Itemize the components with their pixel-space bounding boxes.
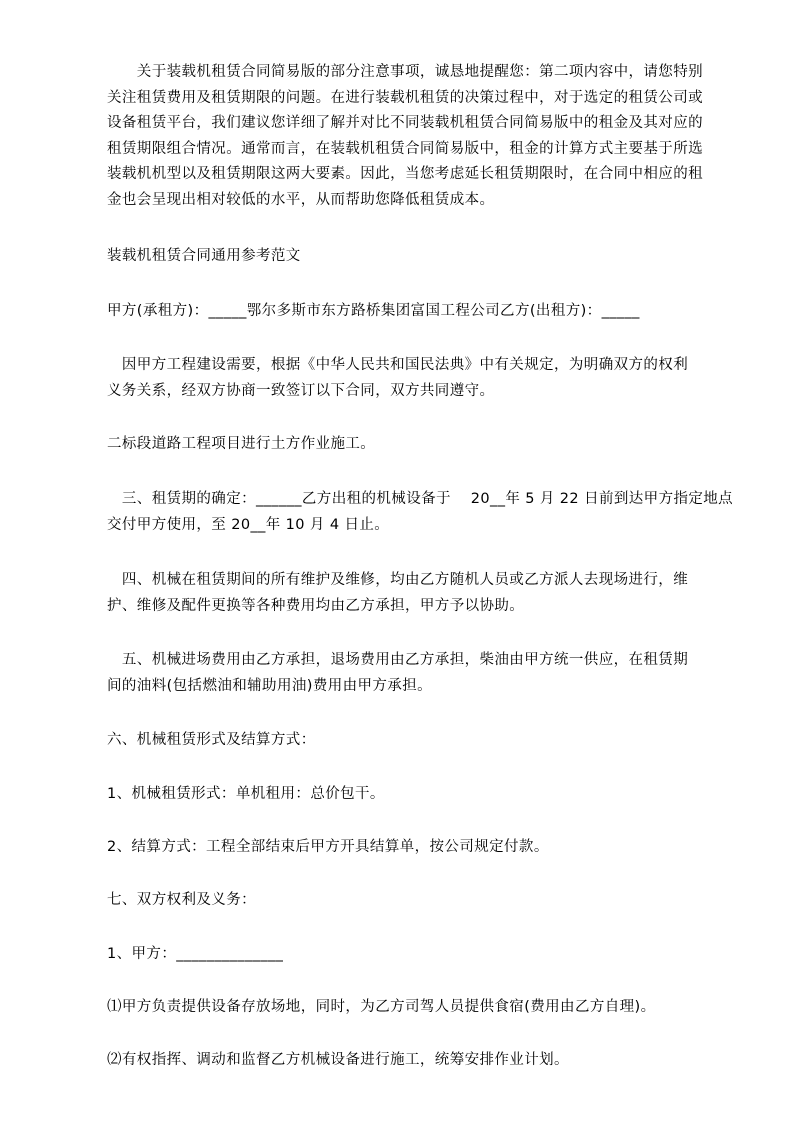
intro-line: 关注租赁费用及租赁期限的问题。在进行装载机租赁的决策过程中，对于选定的租赁公司或 [107,89,703,106]
clause-6-item-1: 1、机械租赁形式：单机租用：总价包干。 [107,786,385,802]
parties-line: 甲方(承租方)：_____鄂尔多斯市东方路桥集团富国工程公司乙方(出租方)：_____ [107,303,640,319]
clause-7-item-1: ⑴甲方负责提供设备存放场地，同时，为乙方司驾人员提供食宿(费用由乙方自理)。 [107,999,656,1015]
clause-5 [107,648,732,699]
intro-line: 装载机机型以及租赁期限这两大要素。因此，当您考虑延长租赁期限时，在合同中相应的租 [107,166,703,182]
intro-line: 设备租赁平台，我们建议您详细了解并对比不同装载机租赁合同简易版中的租金及其对应的 [107,115,703,131]
clause-4-line: 四、机械在租赁期间的所有维护及维修，均由乙方随机人员或乙方派人去现场进行，维 [107,572,689,588]
clause-5-line: 五、机械进场费用由乙方承担，退场费用由乙方承担，柴油由甲方统一供应，在租赁期 [107,652,689,668]
preamble-line: 义务关系，经双方协商一致签订以下合同，双方共同遵守。 [107,382,495,399]
preamble-line: 因甲方工程建设需要，根据《中华人民共和国民法典》中有关规定，为明确双方的权利 [107,357,689,373]
clause-4-line: 护、维修及配件更换等各种费用均由乙方承担，甲方予以协助。 [107,597,525,614]
clause-6-heading: 六、机械租赁形式及结算方式： [107,732,316,748]
intro-line: 租赁期限组合情况。通常而言，在装载机租赁合同简易版中，租金的计算方式主要基于所选 [107,140,703,157]
document-title: 装载机租赁合同通用参考范文 [107,248,301,264]
project-line: 二标段道路工程项目进行土方作业施工。 [107,436,376,452]
intro-line: 金也会呈现出相对较低的水平，从而帮助您降低租赁成本。 [107,191,495,208]
clause-3-line: 三、租赁期的确定：______乙方出租的机械设备于 20__年 5 月 22 日前到达甲方指定地点 [107,491,734,507]
clause-4 [107,568,732,619]
clause-7-item-2: ⑵有权指挥、调动和监督乙方机械设备进行施工，统筹安排作业计划。 [107,1052,569,1068]
clause-3 [107,487,732,538]
clause-5-line: 间的油料(包括燃油和辅助用油)费用由甲方承担。 [107,677,433,694]
clause-3-line: 交付甲方使用，至 20__年 10 月 4 日止。 [107,516,390,533]
clause-7-party-a: 1、甲方：______________ [107,946,284,962]
intro-paragraph [107,60,732,213]
preamble-paragraph [107,353,732,404]
clause-6-item-2: 2、结算方式：工程全部结束后甲方开具结算单，按公司规定付款。 [107,839,549,855]
clause-7-heading: 七、双方权利及义务： [107,892,256,908]
intro-line: 关于装载机租赁合同简易版的部分注意事项，诚恳地提醒您：第二项内容中，请您特别 [107,64,703,80]
